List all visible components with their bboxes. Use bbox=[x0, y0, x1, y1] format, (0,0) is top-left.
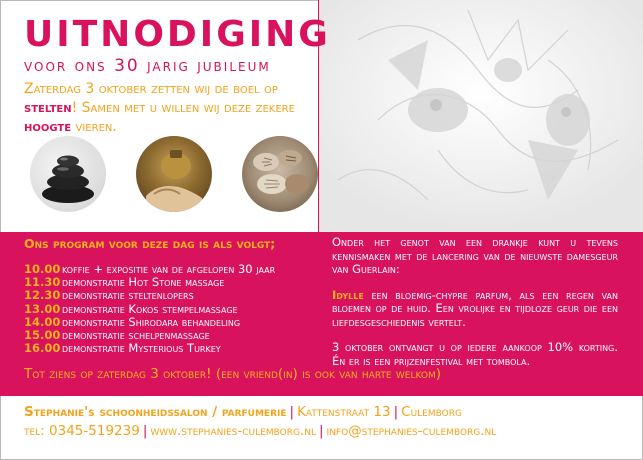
intro-part-3: vieren. bbox=[71, 119, 117, 135]
program-item bbox=[24, 262, 319, 275]
program-activity: koffie + expositie van de afgelopen 30 jaar bbox=[62, 262, 276, 276]
program-activity: demonstratie steltenlopers bbox=[62, 288, 194, 303]
program-item bbox=[24, 315, 319, 328]
program-time: 14.00 bbox=[24, 314, 61, 329]
shells-icon bbox=[242, 136, 318, 212]
program-time: 13.00 bbox=[24, 301, 61, 316]
footer-line-2 bbox=[24, 423, 496, 439]
massage-pouch-icon bbox=[136, 136, 212, 212]
address: Kattenstraat 13 bbox=[297, 404, 391, 420]
company-name: Stephanie's schoonheidssalon / parfumerie bbox=[24, 404, 287, 420]
separator: | bbox=[289, 404, 295, 420]
program-item bbox=[24, 302, 319, 315]
city: Culemborg bbox=[401, 404, 462, 420]
closing-line: Tot ziens op zaterdag 3 oktober! (een vriend(in) is ook van harte welkom) bbox=[24, 366, 442, 382]
discount-info: 3 oktober ontvangt u op iedere aankoop 10% korting. Én er is een prijzenfestival met tombola. bbox=[332, 340, 618, 368]
intro-part-2: ! Samen met u willen wij deze zekere bbox=[71, 100, 295, 116]
page-title: UITNODIGING bbox=[24, 14, 331, 55]
program-list bbox=[24, 262, 319, 354]
separator: | bbox=[318, 423, 324, 439]
photo-row bbox=[30, 136, 310, 216]
page-subtitle: voor ons 30 jarig jubileum bbox=[24, 56, 271, 76]
website-link[interactable]: www.stephanies-culemborg.nl bbox=[150, 423, 316, 439]
kokos-massage-photo bbox=[136, 136, 212, 212]
program-time: 12.30 bbox=[24, 288, 61, 303]
separator: | bbox=[142, 423, 148, 439]
program-activity: demonstratie Kokos stempelmassage bbox=[62, 301, 238, 316]
hot-stone-photo bbox=[30, 136, 106, 212]
program-item bbox=[24, 341, 319, 354]
program-time: 15.00 bbox=[24, 327, 61, 342]
separator: | bbox=[393, 404, 399, 420]
shells-photo bbox=[242, 136, 318, 212]
stilt-walkers-illustration bbox=[318, 0, 643, 232]
product-info bbox=[332, 236, 618, 380]
product-description bbox=[332, 289, 618, 330]
program-time: 11.30 bbox=[24, 275, 61, 290]
email-link[interactable]: info@stephanies-culemborg.nl bbox=[326, 423, 497, 439]
program-activity: demonstratie Mysterious Turkey bbox=[62, 341, 221, 356]
product-description-text: een bloemig-chypre parfum, als een regen van bloemen op de huid. Een vrolijke en tijdloze geur die een liefdesgeschiedenis vertelt. bbox=[332, 287, 618, 329]
program-time: 10.00 bbox=[24, 262, 61, 276]
intro-text bbox=[24, 80, 324, 137]
program-item bbox=[24, 328, 319, 341]
footer-line-1 bbox=[24, 404, 462, 420]
program-heading: Ons program voor deze dag is als volgt; bbox=[24, 236, 276, 251]
program-item bbox=[24, 288, 319, 301]
product-intro: Onder het genot van een drankje kunt u tevens kennismaken met de lancering van de nieuwste damesgeur van Guerlain: bbox=[332, 235, 618, 276]
stacked-stones-icon bbox=[30, 136, 106, 212]
product-name: Idylle bbox=[332, 287, 364, 302]
phone: tel: 0345-519239 bbox=[24, 423, 140, 439]
intro-highlight-hoogte: hoogte bbox=[24, 119, 72, 135]
program-activity: demonstratie Shirodara behandeling bbox=[62, 314, 241, 329]
intro-highlight-stelten: stelten bbox=[24, 100, 72, 116]
program-activity: demonstratie schelpenmassage bbox=[62, 327, 210, 342]
program-item bbox=[24, 275, 319, 288]
program-activity: demonstratie Hot Stone massage bbox=[62, 275, 225, 290]
program-time: 16.00 bbox=[24, 341, 61, 356]
stilt-walkers-photo bbox=[318, 0, 643, 232]
intro-part-1: Zaterdag 3 oktober zetten wij de boel op bbox=[24, 81, 278, 97]
